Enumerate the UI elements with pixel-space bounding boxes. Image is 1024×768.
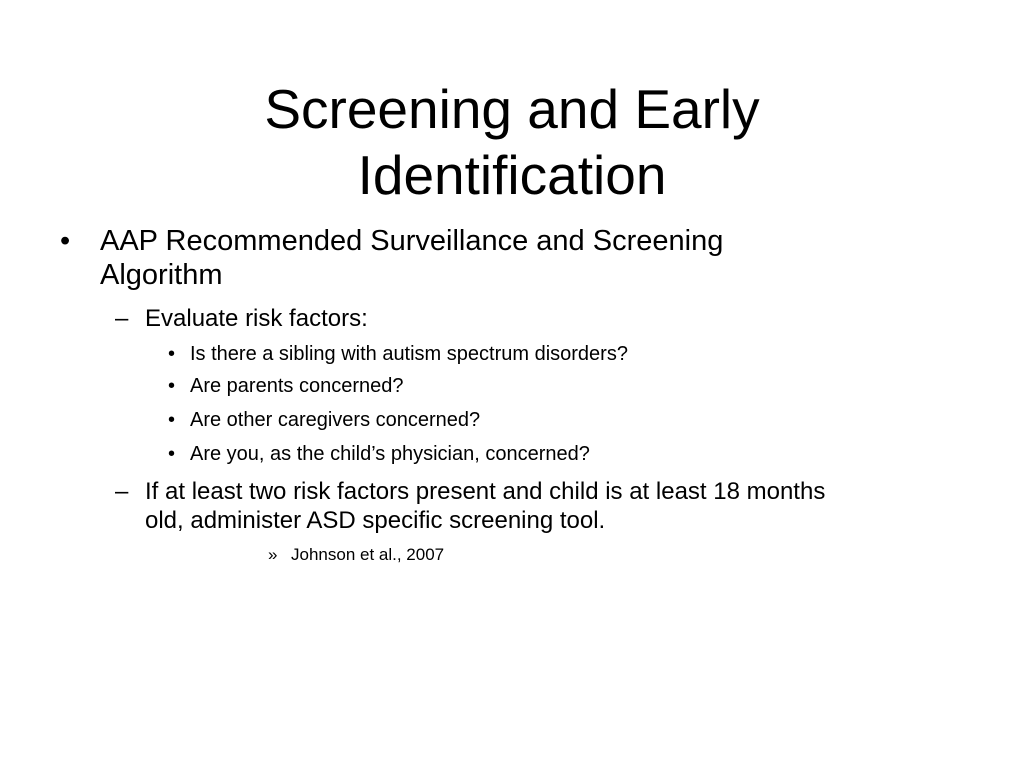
dash-marker: – <box>115 305 129 332</box>
bullet-marker: • <box>168 409 176 431</box>
bullet-text-line-1: AAP Recommended Surveillance and Screening <box>100 225 724 257</box>
slide-title-line-1: Screening and Early <box>264 78 760 140</box>
citation-marker: » <box>268 545 278 564</box>
sub-bullet-text-line-2: old, administer ASD specific screening tool. <box>145 507 606 534</box>
question-text: Are other caregivers concerned? <box>190 409 481 431</box>
sub-bullet-text: Evaluate risk factors: <box>145 305 368 332</box>
bullet-text-line-2: Algorithm <box>100 259 223 291</box>
sub-bullet-text-line-1: If at least two risk factors present and child is at least 18 months <box>145 478 826 505</box>
bullet-text <box>100 224 960 292</box>
slide-title-line-2: Identification <box>357 144 667 206</box>
bullet-marker: • <box>168 343 176 365</box>
question-text: Is there a sibling with autism spectrum disorders? <box>190 343 628 365</box>
sub-bullet-text <box>145 477 965 535</box>
bullet-marker: • <box>168 375 176 397</box>
question-text: Are you, as the child’s physician, concerned? <box>190 443 590 465</box>
dash-marker: – <box>115 478 129 505</box>
question-text: Are parents concerned? <box>190 375 404 397</box>
bullet-marker: • <box>60 225 71 257</box>
bullet-marker: • <box>168 443 176 465</box>
slide-title <box>60 76 964 208</box>
citation-text: Johnson et al., 2007 <box>291 545 445 564</box>
